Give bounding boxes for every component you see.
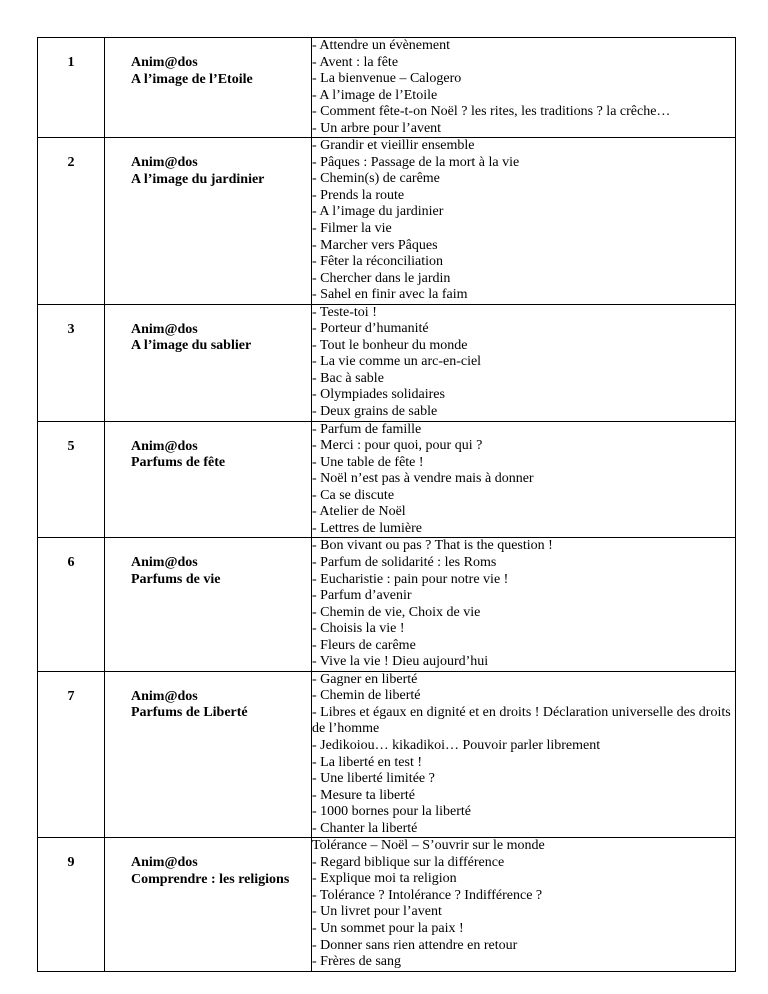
list-item: - Bac à sable [312, 370, 384, 386]
list-item: - Un livret pour l’avent [312, 904, 442, 920]
list-item: - Tolérance ? Intolérance ? Indifférence ? [312, 887, 543, 903]
list-item: - Parfum d’avenir [312, 588, 412, 604]
issue-title-cell [105, 838, 312, 971]
list-item: - Parfum de famille [312, 421, 422, 437]
series-name: Anim@dos [131, 155, 198, 171]
list-item: - Avent : la fête [312, 54, 399, 70]
issue-title-cell [105, 538, 312, 671]
list-item: - Vive la vie ! Dieu aujourd’hui [312, 654, 489, 670]
table-row [38, 838, 736, 971]
issue-number: 1 [67, 55, 75, 70]
issue-title-cell [105, 304, 312, 421]
activity-list [312, 422, 735, 538]
issue-number: 6 [67, 555, 75, 571]
list-item: - 1000 bornes pour la liberté [312, 804, 472, 820]
issue-number-cell [38, 671, 105, 837]
list-item: - Frères de sang [312, 954, 402, 970]
table-row [38, 304, 736, 421]
series-name: Anim@dos [131, 855, 198, 871]
list-item: - Chercher dans le jardin [312, 270, 451, 286]
activities-cell [312, 671, 736, 837]
list-item: - Fleurs de carême [312, 637, 416, 653]
list-item: - Sahel en finir avec la faim [312, 287, 468, 303]
issue-title-cell [105, 421, 312, 538]
list-item: - Chemin(s) de carême [312, 171, 440, 187]
list-item: - Fêter la réconciliation [312, 254, 443, 270]
list-item: - A l’image du jardinier [312, 204, 444, 220]
list-item: - Deux grains de sable [312, 404, 438, 420]
list-item: - Bon vivant ou pas ? That is the question ! [312, 538, 553, 554]
issue-number: 5 [67, 438, 75, 454]
activity-list [312, 838, 735, 970]
list-item: - Un sommet pour la paix ! [312, 920, 464, 936]
activities-cell [312, 138, 736, 304]
list-item: - Regard biblique sur la différence [312, 854, 505, 870]
activity-list [312, 138, 735, 303]
issue-number: 7 [67, 688, 75, 704]
list-item: - Lettres de lumière [312, 520, 423, 536]
issue-title: A l’image du jardinier [131, 171, 265, 187]
activity-list [312, 38, 735, 137]
list-item: - Filmer la vie [312, 221, 392, 237]
catalog-table [37, 37, 736, 972]
list-item: - La bienvenue – Calogero [312, 71, 462, 87]
issue-number-cell [38, 38, 105, 138]
list-item: Tolérance – Noël – S’ouvrir sur le monde [312, 838, 545, 854]
activities-cell [312, 38, 736, 138]
activities-cell [312, 421, 736, 538]
series-name: Anim@dos [131, 55, 198, 70]
issue-title-cell [105, 671, 312, 837]
activity-list [312, 538, 735, 670]
issue-number-cell [38, 538, 105, 671]
table-row [38, 671, 736, 837]
list-item: - Porteur d’humanité [312, 321, 429, 337]
list-item: - Comment fête-t-on Noël ? les rites, les traditions ? la crêche… [312, 104, 671, 120]
issue-title: A l’image du sablier [131, 338, 252, 354]
issue-number: 2 [67, 155, 75, 171]
list-item: - Eucharistie : pain pour notre vie ! [312, 571, 509, 587]
list-item: - Noël n’est pas à vendre mais à donner [312, 471, 534, 487]
issue-title: A l’image de l’Etoile [131, 71, 253, 87]
issue-title: Comprendre : les religions [131, 871, 290, 887]
list-item: - Jedikoiou… kikadikoi… Pouvoir parler librement [312, 737, 601, 753]
issue-number-cell [38, 138, 105, 304]
table-row [38, 138, 736, 304]
list-item: - Gagner en liberté [312, 671, 418, 687]
list-item: - Mesure ta liberté [312, 787, 416, 803]
issue-number-cell [38, 304, 105, 421]
issue-title-cell [105, 138, 312, 304]
series-name: Anim@dos [131, 438, 198, 454]
issue-title: Parfums de vie [131, 572, 221, 587]
series-name: Anim@dos [131, 688, 198, 704]
list-item: - Parfum de solidarité : les Roms [312, 554, 497, 570]
issue-number: 3 [67, 321, 75, 337]
table-row [38, 38, 736, 138]
table-row [38, 421, 736, 538]
list-item: - Ca se discute [312, 487, 395, 503]
list-item: - Une liberté limitée ? [312, 771, 435, 787]
list-item: - Libres et égaux en dignité et en droits ! Déclaration universelle des droits de l’homme [312, 704, 731, 737]
list-item: - Chemin de vie, Choix de vie [312, 604, 481, 620]
issue-number-cell [38, 421, 105, 538]
list-item: - Donner sans rien attendre en retour [312, 937, 518, 953]
list-item: - A l’image de l’Etoile [312, 87, 438, 103]
list-item: - La liberté en test ! [312, 754, 423, 770]
list-item: - Choisis la vie ! [312, 621, 405, 637]
issue-title-cell [105, 38, 312, 138]
list-item: - Atelier de Noël [312, 504, 406, 520]
series-name: Anim@dos [131, 321, 198, 337]
issue-number-cell [38, 838, 105, 971]
issue-title: Parfums de Liberté [131, 705, 248, 721]
catalog-table-body [38, 38, 736, 972]
activities-cell [312, 304, 736, 421]
list-item: - Merci : pour quoi, pour qui ? [312, 438, 483, 454]
list-item: - Teste-toi ! [312, 304, 377, 320]
activities-cell [312, 838, 736, 971]
issue-number: 9 [67, 855, 75, 871]
table-row [38, 538, 736, 671]
list-item: - Prends la route [312, 187, 405, 203]
issue-title: Parfums de fête [131, 455, 226, 471]
list-item: - Tout le bonheur du monde [312, 337, 468, 353]
activity-list [312, 672, 735, 837]
list-item: - Grandir et vieillir ensemble [312, 138, 475, 154]
list-item: - Un arbre pour l’avent [312, 120, 442, 136]
list-item: - Attendre un évènement [312, 38, 451, 53]
list-item: - La vie comme un arc-en-ciel [312, 354, 482, 370]
list-item: - Marcher vers Pâques [312, 237, 438, 253]
activity-list [312, 305, 735, 421]
list-item: - Une table de fête ! [312, 454, 424, 470]
list-item: - Chanter la liberté [312, 820, 418, 836]
activities-cell [312, 538, 736, 671]
list-item: - Explique moi ta religion [312, 871, 457, 887]
list-item: - Olympiades solidaires [312, 387, 445, 403]
list-item: - Pâques : Passage de la mort à la vie [312, 154, 520, 170]
series-name: Anim@dos [131, 555, 198, 571]
list-item: - Chemin de liberté [312, 688, 421, 704]
